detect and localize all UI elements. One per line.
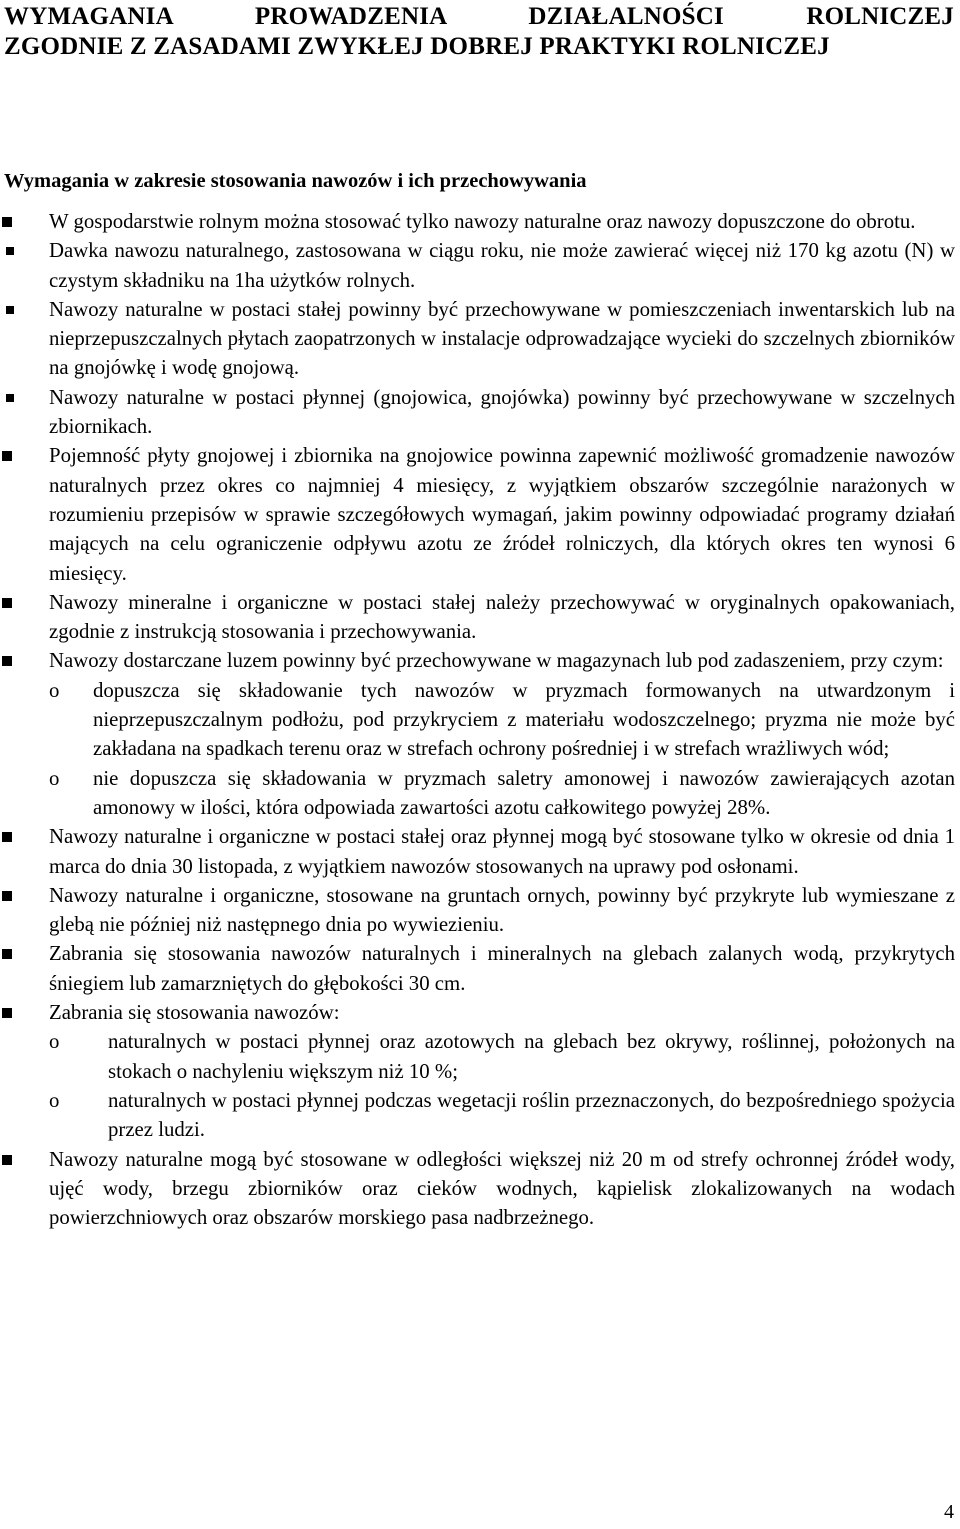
list-item-text: Nawozy naturalne w postaci stałej powinny być przechowywane w pomieszczeniach inwentarskich lub na nieprzepuszczalnych płytach zaopatrzonych w instalacje odprowadzające wycieki do szczelnych zbiorników na gnojówkę i wodę gnojową.: [49, 297, 955, 380]
list-item: [0, 588, 955, 647]
square-bullet-icon: [6, 306, 14, 314]
title-line-2: ZGODNIE Z ZASADAMI ZWYKŁEJ DOBREJ PRAKTYKI ROLNICZEJ: [4, 33, 830, 60]
list-item-text: Pojemność płyty gnojowej i zbiornika na gnojowice powinna zapewnić możliwość gromadzenie nawozów naturalnych przez okres co najmniej 4 miesięcy, z wyjątkiem obszarów szczególnie narażonych w rozumieniu przepisów w sprawie szczegółowych wymagań, jakim powinny odpowiadać programy działań mających na celu ograniczenie odpływu azotu ze źródeł rolniczych, dla których okres ten wynosi 6 miesięcy.: [49, 444, 955, 585]
list-item-text: Zabrania się stosowania nawozów:: [49, 1001, 340, 1025]
list-item: [0, 939, 955, 998]
circle-bullet-icon: o: [49, 1030, 60, 1054]
sub-list-item: [49, 764, 955, 823]
list-item-text: Nawozy naturalne i organiczne, stosowane na gruntach ornych, powinny być przykryte lub wymieszane z glebą nie później niż następnego dnia po wywiezieniu.: [49, 883, 955, 937]
requirements-list: [0, 207, 955, 1232]
circle-bullet-icon: o: [49, 766, 60, 790]
list-item: [0, 998, 955, 1144]
circle-bullet-icon: o: [49, 1088, 60, 1112]
sub-list-item-text: dopuszcza się składowanie tych nawozów w pryzmach formowanych na utwardzonym i nieprzepuszczalnym podłożu, pod przykryciem z materiału wodoszczelnego; pryzma nie może być zakładana na spadkach terenu oraz w strefach ochrony pośredniej i w strefach wrażliwych wód;: [93, 678, 955, 761]
circle-bullet-icon: o: [49, 678, 60, 702]
list-item: [0, 236, 955, 295]
list-item: [0, 441, 955, 587]
square-bullet-icon: [2, 217, 12, 227]
list-item-text: Nawozy mineralne i organiczne w postaci stałej należy przechowywać w oryginalnych opakowaniach, zgodnie z instrukcją stosowania i przechowywania.: [49, 590, 955, 644]
sub-list-item: [49, 1086, 955, 1145]
list-item: [0, 822, 955, 881]
title-line-1: WYMAGANIA PROWADZENIA DZIAŁALNOŚCI ROLNICZEJ: [4, 3, 954, 30]
list-item: [0, 383, 955, 442]
square-bullet-icon: [2, 656, 12, 666]
sub-list-item-text: naturalnych w postaci płynnej oraz azotowych na glebach bez okrywy, roślinnej, położonych na stokach o nachyleniu większym niż 10 %;: [108, 1030, 955, 1083]
square-bullet-icon: [6, 394, 14, 402]
sub-list-item: [49, 1027, 955, 1086]
sub-list-item-text: nie dopuszcza się składowania w pryzmach saletry amonowej i nawozów zawierających azotan amonowy w ilości, która odpowiada zawartości azotu całkowitego powyżej 28%.: [93, 766, 955, 819]
list-item: [0, 646, 955, 822]
sub-list: [49, 676, 955, 822]
sub-list-item-text: naturalnych w postaci płynnej podczas wegetacji roślin przeznaczonych, do bezpośredniego spożycia przez ludzi.: [108, 1088, 955, 1142]
square-bullet-icon: [6, 247, 14, 255]
square-bullet-icon: [2, 891, 12, 901]
list-item-text: Dawka nawozu naturalnego, zastosowana w ciągu roku, nie może zawierać więcej niż 170 kg azotu (N) w czystym składniku na 1ha użytków rolnych.: [49, 239, 955, 292]
square-bullet-icon: [2, 1008, 12, 1018]
list-item-text: Nawozy naturalne mogą być stosowane w odległości większej niż 20 m od strefy ochronnej źródeł wody, ujęć wody, brzegu zbiorników oraz cieków wodnych, kąpielisk zlokalizowanych na wodach powierzchniowych oraz obszarów morskiego pasa nadbrzeżnego.: [49, 1147, 955, 1230]
list-item-text: W gospodarstwie rolnym można stosować tylko nawozy naturalne oraz nawozy dopuszczone do obrotu.: [49, 210, 916, 233]
sub-list: [49, 1027, 955, 1144]
page-number: 4: [944, 1501, 954, 1523]
list-item-text: Nawozy naturalne w postaci płynnej (gnojowica, gnojówka) powinny być przechowywane w szczelnych zbiornikach.: [49, 385, 955, 439]
square-bullet-icon: [2, 832, 12, 842]
square-bullet-icon: [2, 598, 12, 608]
list-item-text: Nawozy dostarczane luzem powinny być przechowywane w magazynach lub pod zadaszeniem, przy czym:: [49, 649, 944, 673]
document-title: [4, 2, 954, 62]
square-bullet-icon: [2, 1155, 12, 1165]
list-item: [0, 295, 955, 383]
list-item-text: Nawozy naturalne i organiczne w postaci stałej oraz płynnej mogą być stosowane tylko w okresie od dnia 1 marca do dnia 30 listopada, z wyjątkiem nawozów stosowanych na uprawy pod osłonami.: [49, 825, 955, 878]
list-item: [0, 207, 955, 236]
list-item: [0, 1145, 955, 1233]
section-heading: Wymagania w zakresie stosowania nawozów i ich przechowywania: [4, 170, 587, 192]
list-item-text: Zabrania się stosowania nawozów naturalnych i mineralnych na glebach zalanych wodą, przykrytych śniegiem lub zamarzniętych do głębokości 30 cm.: [49, 942, 955, 995]
sub-list-item: [49, 676, 955, 764]
square-bullet-icon: [2, 949, 12, 959]
square-bullet-icon: [2, 451, 12, 461]
list-item: [0, 881, 955, 940]
